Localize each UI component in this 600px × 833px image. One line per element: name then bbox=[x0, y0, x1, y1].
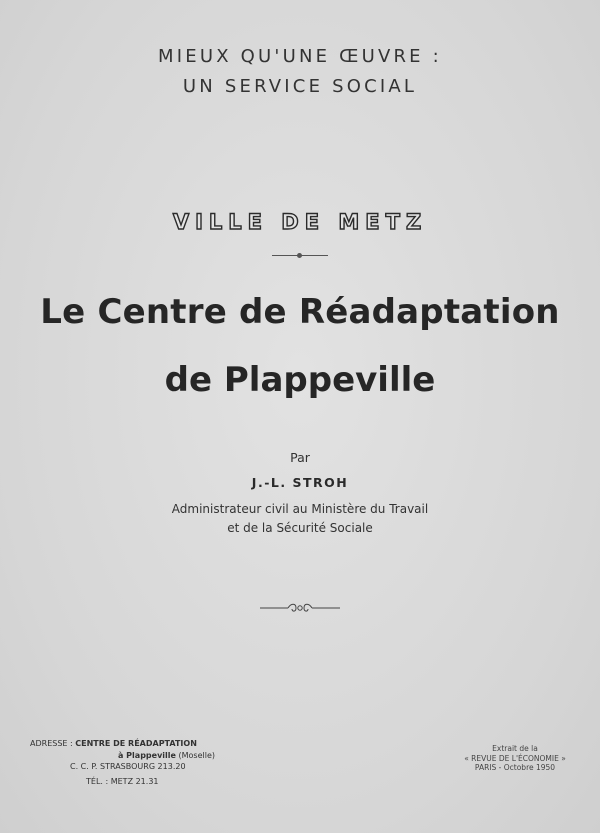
byline-par: Par bbox=[290, 450, 310, 465]
city-heading-text: VILLE DE METZ bbox=[172, 210, 428, 234]
tagline-line-1: MIEUX QU'UNE ŒUVRE : bbox=[158, 46, 442, 67]
extract-line-2: « REVUE DE L'ÉCONOMIE » bbox=[464, 753, 566, 763]
page-title-line-1: Le Centre de Réadaptation bbox=[40, 292, 560, 332]
city-heading bbox=[0, 210, 600, 234]
extract-line-3: PARIS - Octobre 1950 bbox=[474, 763, 556, 772]
address-tel: TÉL. : METZ 21.31 bbox=[86, 776, 159, 786]
divider-rule bbox=[272, 255, 328, 256]
extract-note bbox=[440, 744, 590, 773]
author-role-line-2: et de la Sécurité Sociale bbox=[227, 521, 373, 535]
address-block bbox=[30, 738, 230, 787]
address-ccp: C. C. P. STRASBOURG 213.20 bbox=[70, 762, 186, 771]
ornament-divider-icon bbox=[258, 600, 342, 616]
address-place: à Plappeville bbox=[118, 750, 176, 760]
tagline-line-2: UN SERVICE SOCIAL bbox=[182, 76, 418, 97]
address-label: ADRESSE : bbox=[30, 739, 73, 748]
address-region: (Moselle) bbox=[178, 750, 215, 760]
author-role bbox=[0, 500, 600, 538]
extract-line-1: Extrait de la bbox=[492, 744, 538, 753]
author-name: J.-L. STROH bbox=[251, 475, 349, 490]
address-name: CENTRE DE RÉADAPTATION bbox=[75, 739, 197, 748]
page-title-line-2: de Plappeville bbox=[164, 360, 436, 400]
tagline bbox=[0, 42, 600, 102]
author-role-line-1: Administrateur civil au Ministère du Travail bbox=[171, 502, 429, 516]
